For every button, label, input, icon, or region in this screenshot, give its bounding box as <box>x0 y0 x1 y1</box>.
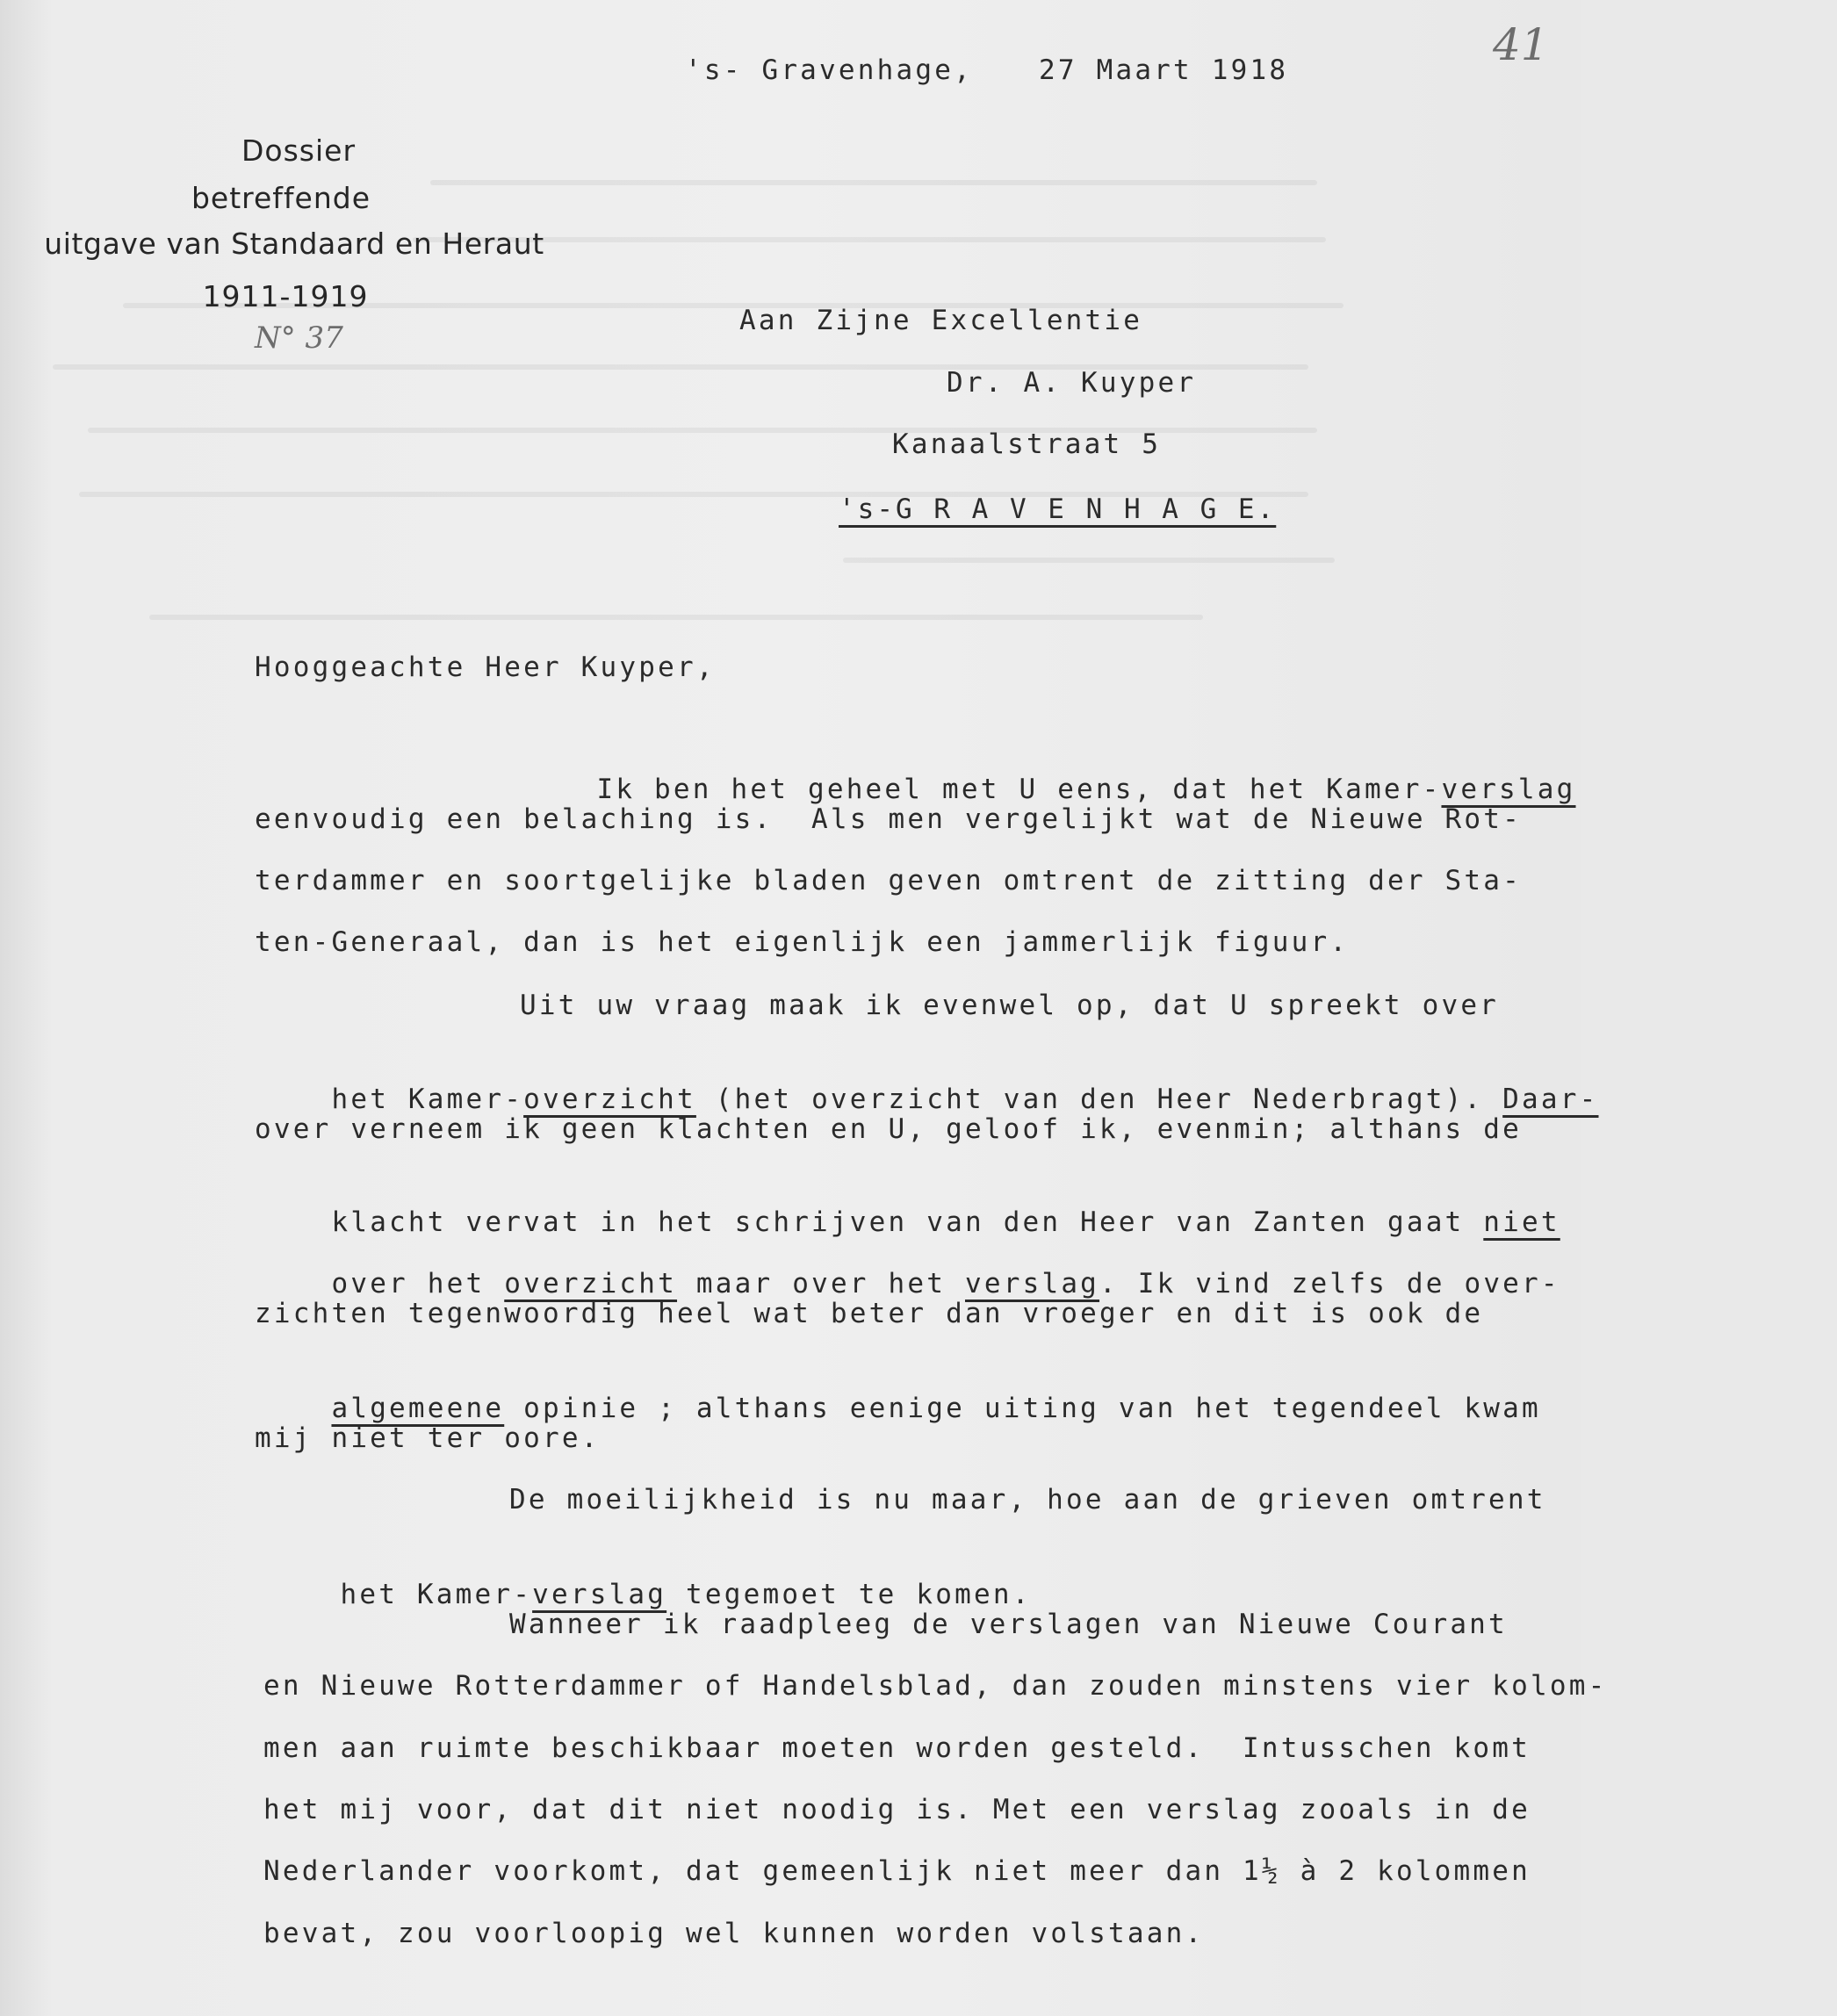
underlined-word: verslag <box>1441 774 1576 805</box>
body-text: over het <box>331 1268 505 1300</box>
page-number: 41 <box>1493 19 1549 70</box>
body-line: men aan ruimte beschikbaar moeten worden gesteld. Intusschen komt <box>263 1732 1531 1764</box>
place-line: 's- Gravenhage, <box>685 54 973 86</box>
body-text: het Kamer- <box>331 1084 524 1115</box>
archive-stamp-line-1: Dossier <box>241 133 357 168</box>
body-line: Nederlander voorkomt, dat gemeenlijk niet meer dan 1½ à 2 kolommen <box>263 1855 1531 1887</box>
body-line: zichten tegenwoordig heel wat beter dan vroeger en dit is ook de <box>255 1298 1484 1329</box>
body-line: over verneem ik geen klachten en U, geloof ik, evenmin; althans de <box>255 1113 1522 1145</box>
show-through-line <box>149 615 1203 620</box>
archive-stamp-line-2: betreffende <box>191 181 371 215</box>
body-line: Uit uw vraag maak ik evenwel op, dat U spreekt over <box>520 990 1500 1021</box>
body-line: mij niet ter oore. <box>255 1422 601 1454</box>
body-line: het mij voor, dat dit niet noodig is. Met een verslag zooals in de <box>263 1794 1531 1825</box>
underlined-word: verslag <box>965 1268 1100 1300</box>
archive-note: N° 37 <box>255 320 343 356</box>
underlined-word: overzicht <box>523 1084 696 1115</box>
underlined-word: algemeene <box>331 1393 505 1424</box>
underlined-word: Daar- <box>1502 1084 1599 1115</box>
body-text: . Ik vind zelfs de over- <box>1099 1268 1560 1300</box>
body-line: De moeilijkheid is nu maar, hoe aan de grieven omtrent <box>509 1484 1546 1516</box>
underlined-word: verslag <box>532 1579 667 1610</box>
show-through-line <box>430 180 1317 185</box>
body-text: (het overzicht van den Heer Nederbragt). <box>695 1084 1503 1115</box>
underlined-word: overzicht <box>504 1268 678 1300</box>
salutation: Hooggeachte Heer Kuyper, <box>255 652 716 683</box>
underlined-word: niet <box>1483 1206 1560 1238</box>
body-line: eenvoudig een belaching is. Als men vergelijkt wat de Nieuwe Rot- <box>255 803 1522 835</box>
address-line-1: Aan Zijne Excellentie <box>739 305 1143 336</box>
body-text: tegemoet te komen. <box>666 1579 1032 1610</box>
body-text: het Kamer- <box>340 1579 533 1610</box>
body-text: maar over het <box>677 1268 965 1300</box>
show-through-line <box>843 558 1335 563</box>
date-line: 27 Maart 1918 <box>1039 54 1289 86</box>
body-line: Wanneer ik raadpleeg de verslagen van Nieuwe Courant <box>509 1609 1508 1640</box>
archive-stamp-line-3: uitgave van Standaard en Heraut <box>44 227 544 261</box>
body-line: en Nieuwe Rotterdammer of Handelsblad, dan zouden minstens vier kolom- <box>263 1670 1608 1702</box>
body-line: bevat, zou voorloopig wel kunnen worden volstaan. <box>263 1918 1205 1949</box>
body-text: Ik ben het geheel met U eens, dat het Kamer- <box>596 774 1442 805</box>
address-line-2: Dr. A. Kuyper <box>947 367 1197 399</box>
body-line: ten-Generaal, dan is het eigenlijk een jammerlijk figuur. <box>255 926 1350 958</box>
address-line-3: Kanaalstraat 5 <box>892 428 1162 460</box>
archive-stamp-line-4: 1911-1919 <box>202 279 369 313</box>
body-line: terdammer en soortgelijke bladen geven omtrent de zitting der Sta- <box>255 865 1522 896</box>
body-text: klacht vervat in het schrijven van den Heer van Zanten gaat <box>331 1206 1484 1238</box>
body-text: opinie ; althans eenige uiting van het tegendeel kwam <box>504 1393 1541 1424</box>
address-line-4: 's-G R A V E N H A G E. <box>839 493 1277 525</box>
